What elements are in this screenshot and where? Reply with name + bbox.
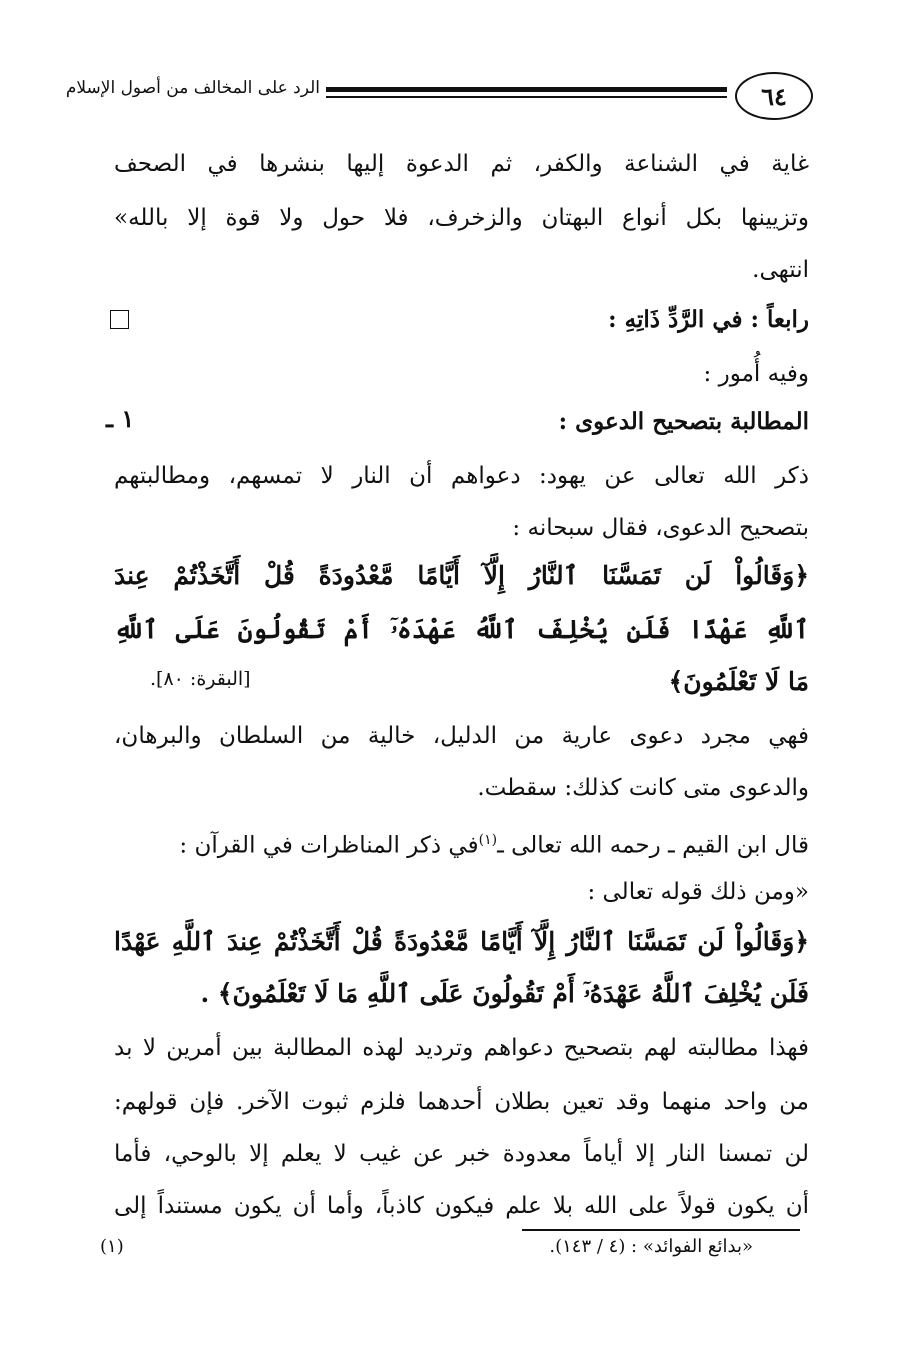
item-number: ١ ـ — [106, 404, 135, 433]
text-line: أن يكون قولاً على الله بلا علم فيكون كاذباً، وأما أن يكون مستنداً إلى — [114, 1193, 809, 1219]
quran-verse-line: ٱللَّهِ عَهْدًا فَلَن يُخْلِفَ ٱللَّهُ عَهْدَهُۥٓ أَمْ تَقُولُونَ عَلَى ٱللَّهِ — [114, 615, 809, 644]
text-line: فهذا مطالبته لهم بتصحيح دعواهم وترديد لهذه المطالبة بين أمرين لا بد — [114, 1035, 809, 1061]
text-line: «ومن ذلك قوله تعالى : — [587, 879, 809, 905]
footnote-text: «بدائع الفوائد» : (٤ / ١٤٣). — [549, 1236, 753, 1257]
text-line: والدعوى متى كانت كذلك: سقطت. — [477, 775, 809, 801]
header-rule-thin — [326, 96, 727, 98]
section-intro: وفيه أُمور : — [703, 361, 809, 387]
text-line: لن تمسنا النار إلا أياماً معدودة خبر عن غيب لا يعلم إلا بالوحي، فأما — [114, 1141, 809, 1167]
footnote-number: (١) — [100, 1236, 124, 1257]
text-line: وتزيينها بكل أنواع البهتان والزخرف، فلا حول ولا قوة إلا بالله» — [114, 205, 809, 231]
text-line: بتصحيح الدعوى، فقال سبحانه : — [512, 515, 809, 541]
quran-verse-line: فَلَن يُخْلِفَ ٱللَّهُ عَهْدَهُۥٓ أَمْ تَقُولُونَ عَلَى ٱللَّهِ مَا لَا تَعْلَمُونَ﴾ . — [200, 979, 809, 1008]
section-heading: رابعاً : في الرَّدِّ ذَاتِهِ : — [608, 306, 809, 333]
footnote-rule — [522, 1229, 800, 1231]
header-rule-thick — [326, 87, 727, 92]
quran-verse-line: مَا لَا تَعْلَمُونَ﴾ — [668, 667, 809, 696]
page-header — [65, 72, 813, 120]
text-line: فهي مجرد دعوى عارية من الدليل، خالية من السلطان والبرهان، — [114, 723, 809, 749]
quran-verse-line: ﴿وَقَالُواْ لَن تَمَسَّنَا ٱلنَّارُ إِلَّآ أَيَّامًا مَّعْدُودَةً قُلْ أَتَّخَذْتُمْ عِندَ — [114, 561, 809, 590]
text-line — [114, 822, 809, 864]
page-number: ٦٤ — [735, 72, 813, 120]
item-heading: المطالبة بتصحيح الدعوى : — [558, 408, 809, 435]
quran-verse-line: ﴿وَقَالُواْ لَن تَمَسَّنَا ٱلنَّارُ إِلَّآ أَيَّامًا مَّعْدُودَةً قُلْ أَتَّخَذْتُمْ عِندَ ٱللَّهِ عَهْدًا — [114, 927, 809, 956]
citation-text: قال ابن القيم ـ رحمه الله تعالى ـ — [497, 832, 809, 859]
running-title: الرد على المخالف من أصول الإسلام — [65, 78, 320, 98]
text-line: ذكر الله تعالى عن يهود: دعواهم أن النار لا تمسهم، ومطالبتهم — [114, 463, 809, 489]
text-line: انتهى. — [752, 257, 809, 283]
text-line: غاية في الشناعة والكفر، ثم الدعوة إليها بنشرها في الصحف — [114, 151, 809, 177]
verse-reference: [البقرة: ٨٠]. — [150, 668, 251, 690]
text-line: من واحد منهما وقد تعين بطلان أحدهما فلزم ثبوت الآخر. فإن قولهم: — [114, 1089, 809, 1115]
citation-text: في ذكر المناظرات في القرآن : — [179, 832, 479, 859]
footnote-marker: (١) — [478, 832, 498, 848]
